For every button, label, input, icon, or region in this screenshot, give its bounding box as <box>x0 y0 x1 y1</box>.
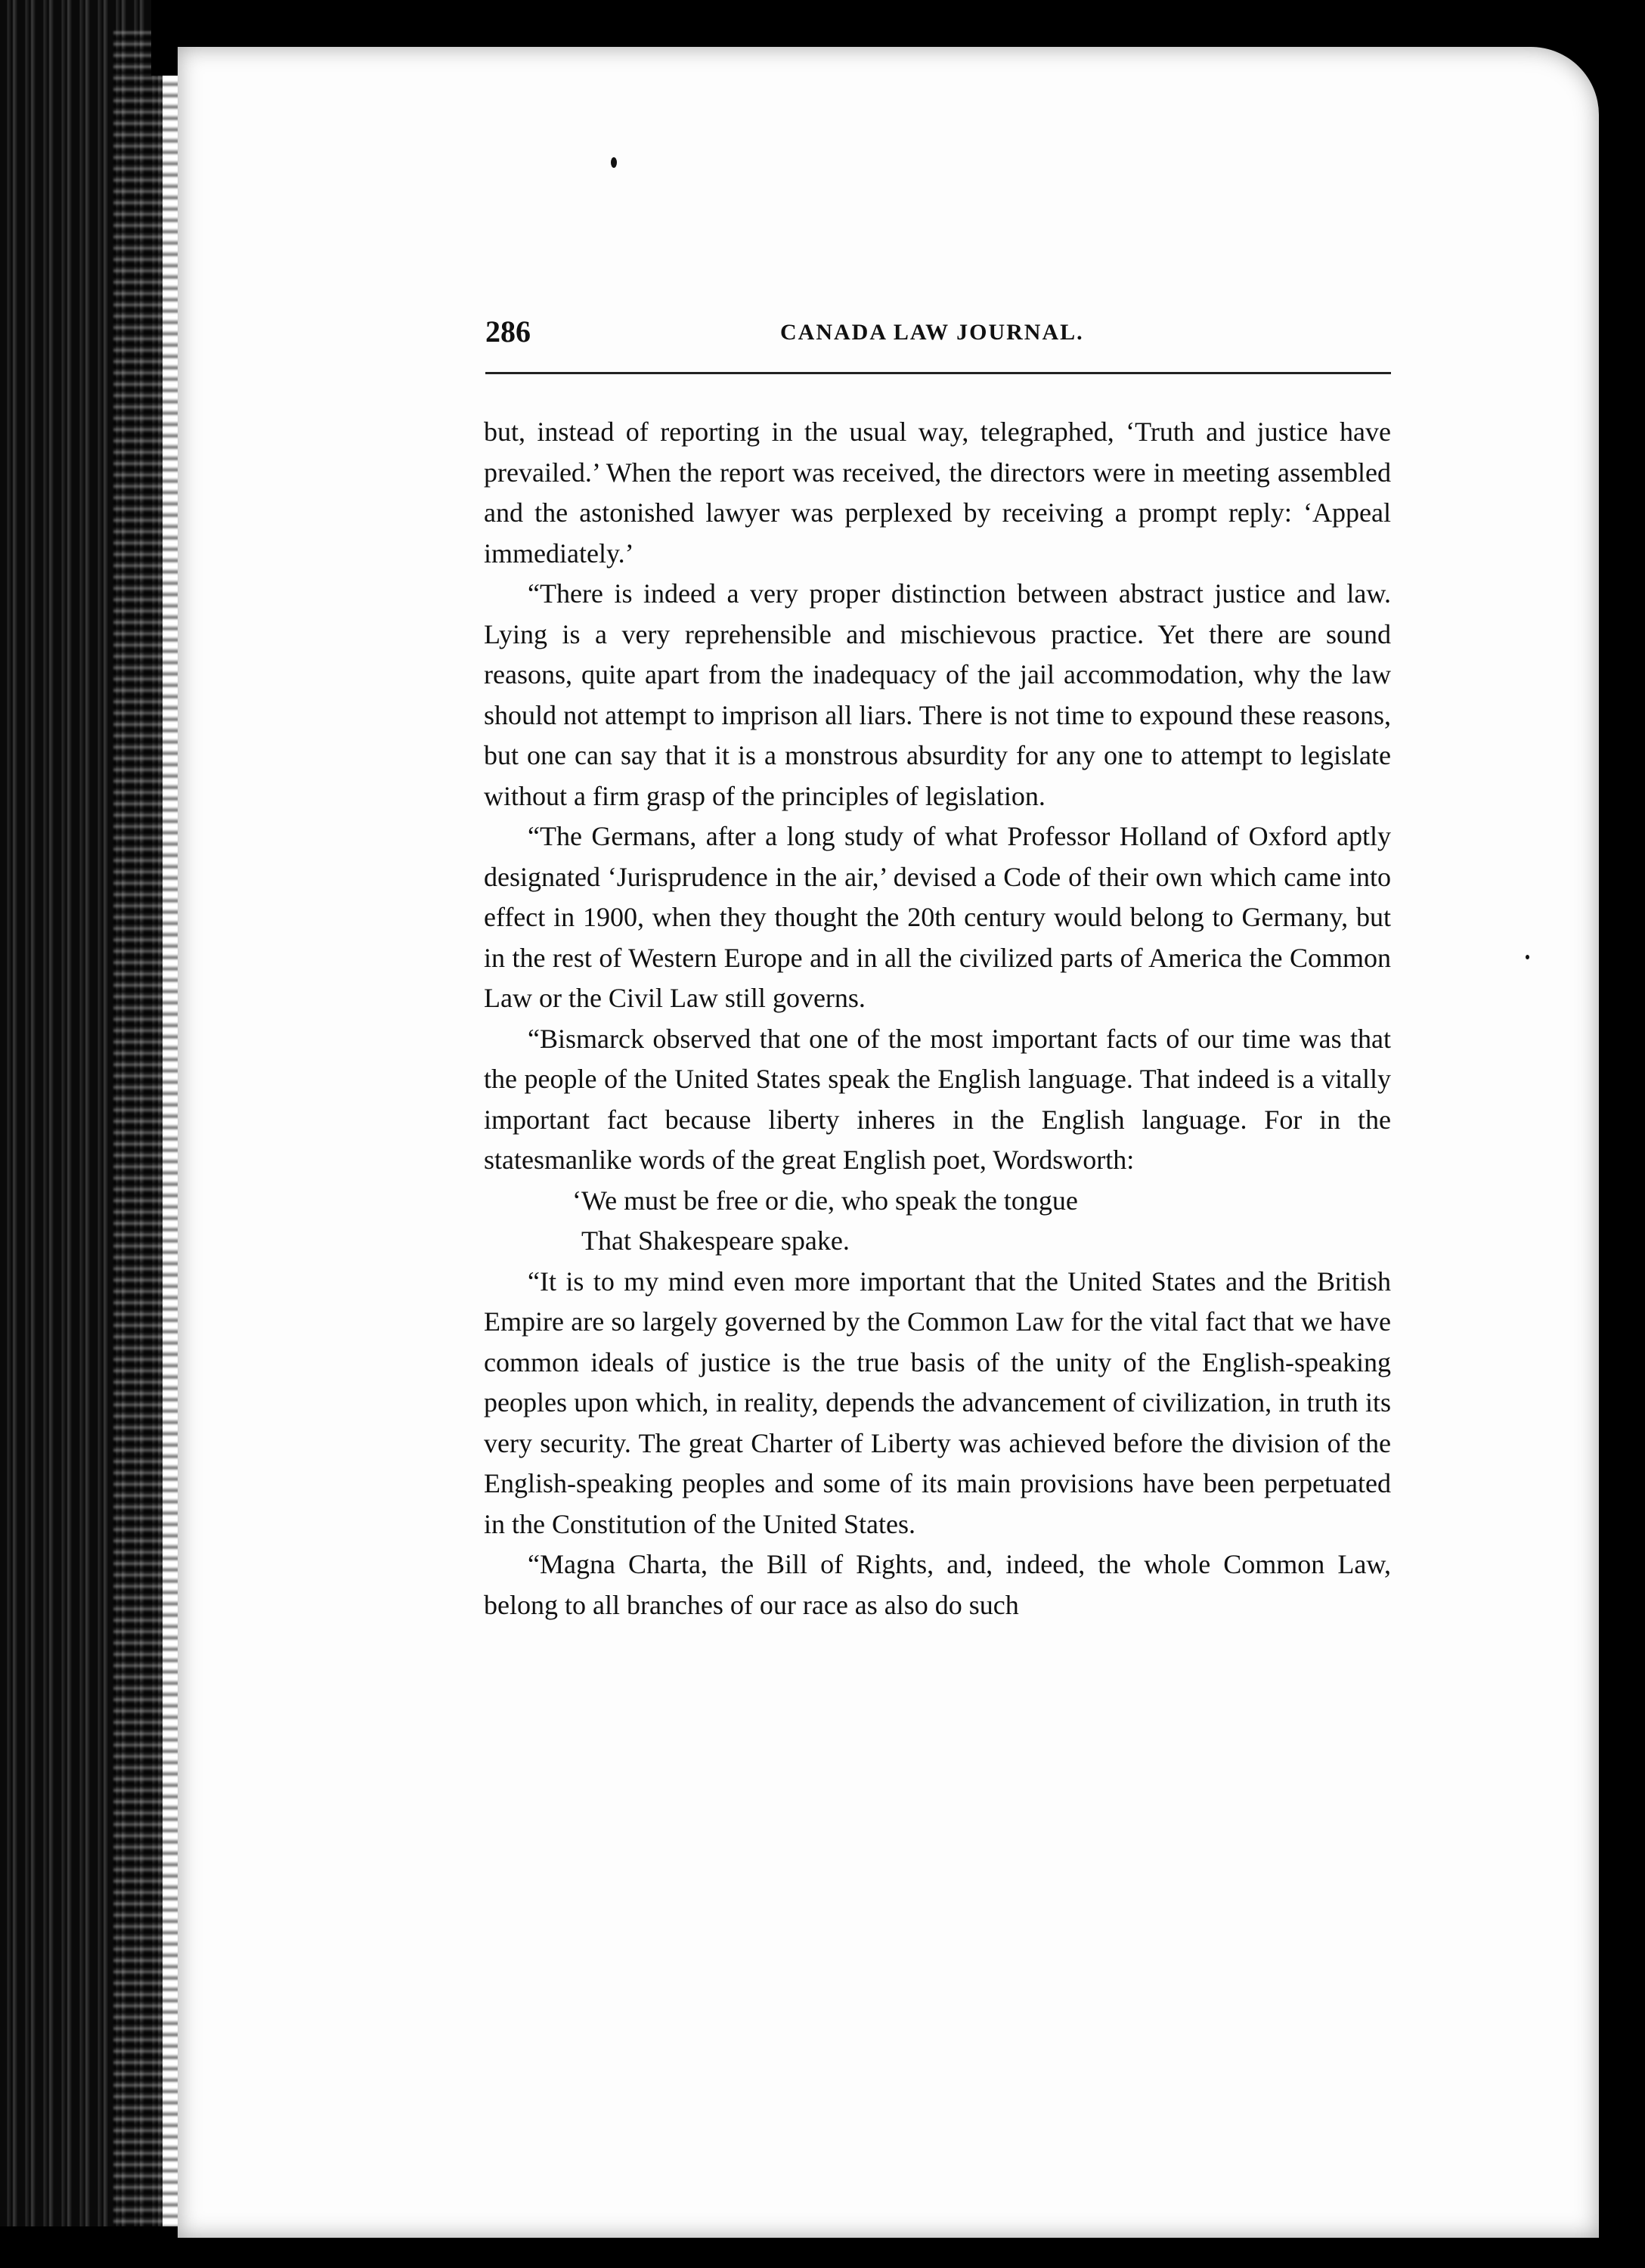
paragraph: “The Germans, after a long study of what Professor Holland of Oxford aptly designated ‘Jurisprudence in the air,’ devised a Code of their own which came into effect in 1900, when they thought the 20th century would belong to Germany, but in the rest of Western Europe and in all the civilized parts of America the Common Law or the Civil Law still governs. <box>484 821 1391 1013</box>
ink-speck <box>611 157 617 168</box>
body-text <box>484 412 1391 1625</box>
header-rule <box>485 372 1391 374</box>
paragraph: “Bismarck observed that one of the most important facts of our time was that the people of the United States speak the English language. That indeed is a vitally important fact because liberty inheres in the English language. For in the statesmanlike words of the great English poet, Wordsworth: <box>484 1023 1391 1175</box>
ink-speck <box>1526 955 1529 959</box>
verse-line: ‘We must be free or die, who speak the tongue <box>572 1185 1078 1216</box>
running-title: CANADA LAW JOURNAL. <box>780 320 1084 345</box>
paragraph: “Magna Charta, the Bill of Rights, and, indeed, the whole Common Law, belong to all branches of our race as also do such <box>484 1549 1391 1620</box>
paragraph: “There is indeed a very proper distinction between abstract justice and law. Lying is a very reprehensible and mischievous practice. Yet there are sound reasons, quite apart from the inadequacy of the jail accommodation, why the law should not attempt to imprison all liars. There is not time to expound these reasons, but one can say that it is a monstrous absurdity for any one to attempt to legislate without a firm grasp of the principles of legislation. <box>484 578 1391 811</box>
verse-line: That Shakespeare spake. <box>581 1225 850 1256</box>
page-header <box>485 314 1393 359</box>
spine-gutter-shadow <box>113 30 181 2245</box>
paragraph: “It is to my mind even more important that the United States and the British Empire are so largely governed by the Common Law for the vital fact that we have common ideals of justice is the true basis of the unity of the English-speaking peoples upon which, in reality, depends the advancement of civilization, in truth its very security. The great Charter of Liberty was achieved before the division of the English-speaking peoples and some of its main provisions have been perpetuated in the Constitution of the United States. <box>484 1266 1391 1539</box>
paragraph-continued: but, instead of reporting in the usual way, telegraphed, ‘Truth and justice have prevailed.’ When the report was received, the directors were in meeting assembled and the astonished lawyer was perplexed by receiving a prompt reply: ‘Appeal immediately.’ <box>484 417 1391 569</box>
verse-quotation <box>484 1181 1391 1262</box>
page-number: 286 <box>485 314 531 349</box>
